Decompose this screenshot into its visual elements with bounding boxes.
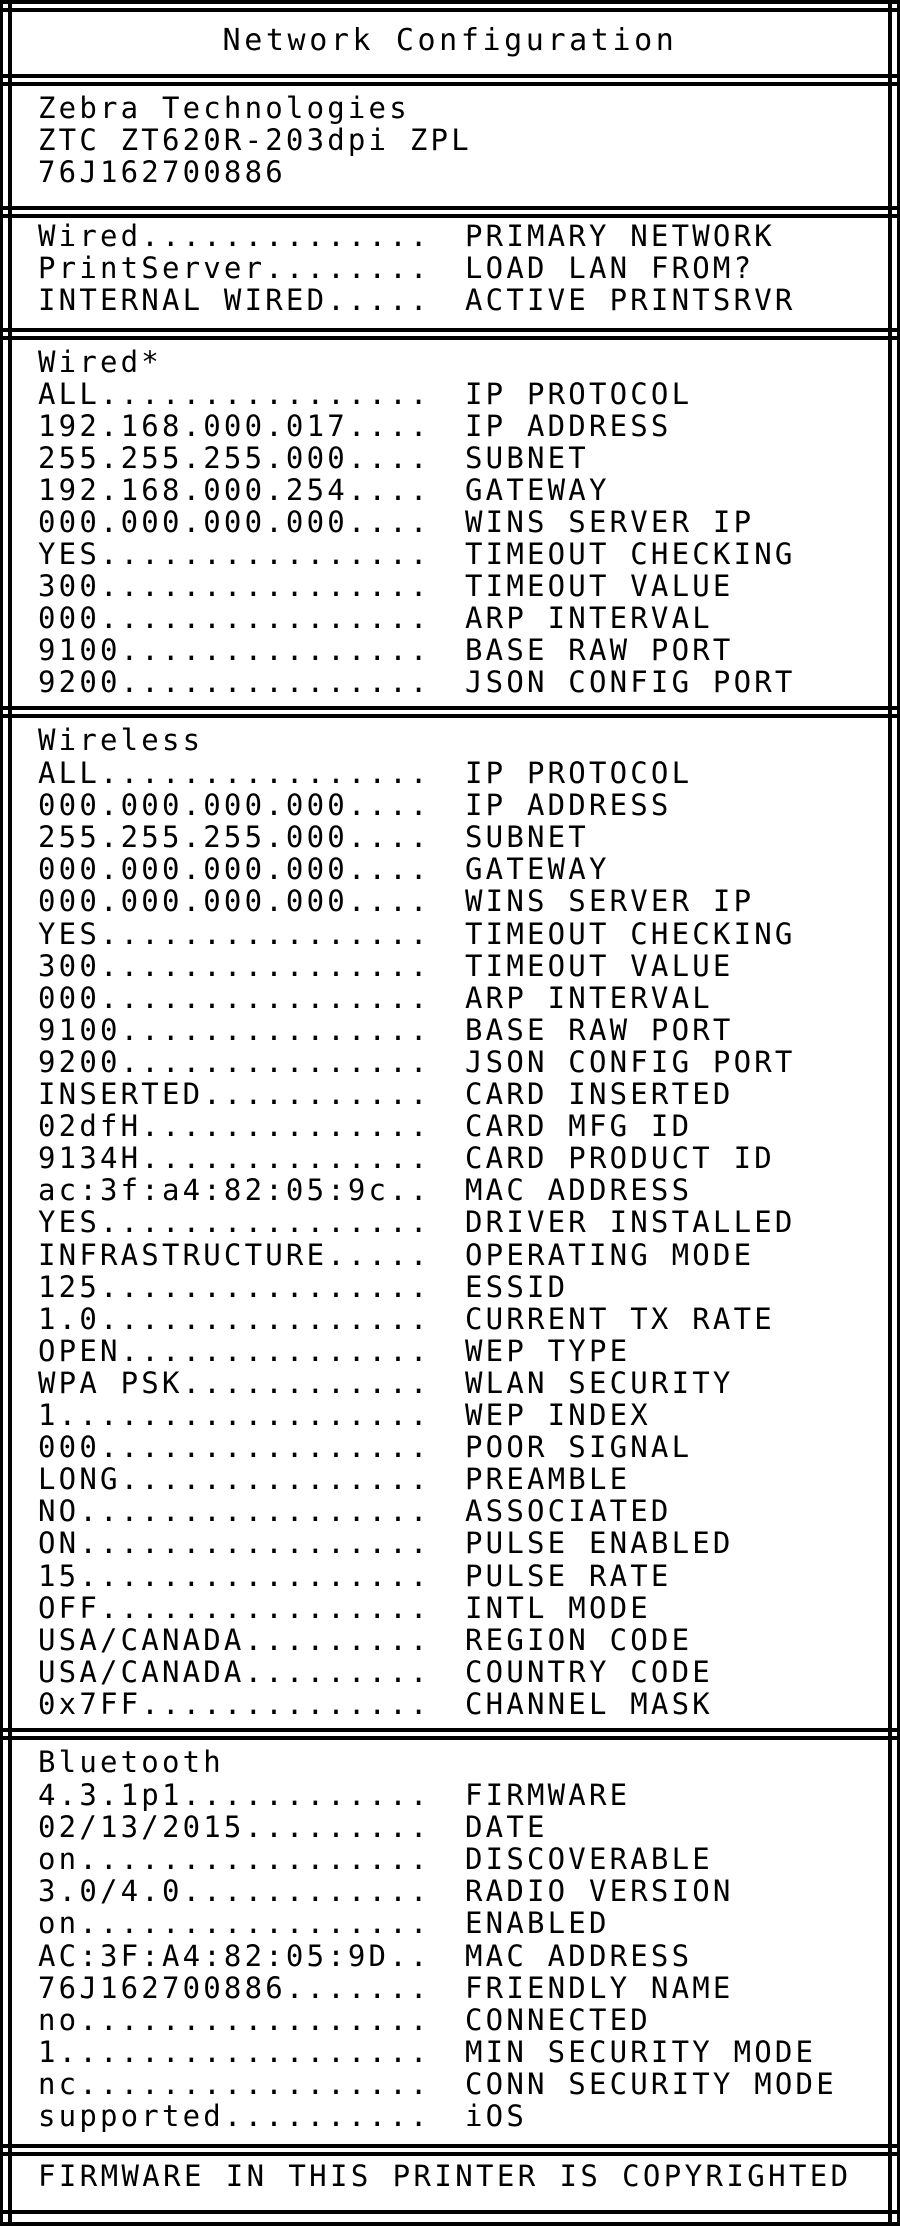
border-top	[0, 0, 900, 4]
config-key: TIMEOUT VALUE	[465, 948, 734, 983]
config-value: on.................	[38, 1842, 431, 1877]
config-value: YES................	[38, 537, 431, 571]
config-value: ALL................	[38, 377, 431, 411]
config-row	[38, 1237, 755, 1272]
config-value: 255.255.255.000....	[38, 820, 431, 855]
config-key: IP ADDRESS	[465, 788, 672, 823]
divider	[0, 1728, 900, 1732]
config-key: IP PROTOCOL	[465, 756, 693, 790]
config-row	[38, 665, 796, 699]
config-key: CONN SECURITY MODE	[465, 2066, 837, 2101]
divider	[0, 714, 900, 718]
config-row	[38, 441, 589, 475]
config-key: ACTIVE PRINTSRVR	[465, 283, 796, 317]
config-key: CONNECTED	[465, 2002, 651, 2037]
config-value: INSERTED...........	[38, 1077, 431, 1111]
config-key: DATE	[465, 1810, 548, 1845]
config-key: BASE RAW PORT	[465, 1012, 734, 1047]
config-value: OPEN...............	[38, 1333, 431, 1368]
border-bottom-inner	[0, 2210, 900, 2214]
config-row	[38, 980, 713, 1015]
config-value: WPA PSK............	[38, 1365, 431, 1400]
config-value: 3.0/4.0............	[38, 1874, 431, 1909]
config-key: FRIENDLY NAME	[465, 1970, 734, 2005]
config-key: SUBNET	[465, 441, 589, 475]
divider	[0, 206, 900, 210]
border-top-inner	[0, 8, 900, 12]
config-key: TIMEOUT VALUE	[465, 569, 734, 603]
config-value: OFF................	[38, 1590, 431, 1625]
config-key: JSON CONFIG PORT	[465, 1044, 796, 1079]
config-key: DRIVER INSTALLED	[465, 1205, 796, 1240]
config-row	[38, 1462, 631, 1497]
config-value: USA/CANADA.........	[38, 1654, 431, 1689]
config-row	[38, 1269, 569, 1304]
printer-manufacturer: Zebra Technologies	[38, 91, 410, 125]
config-value: 9100...............	[38, 633, 431, 667]
config-row	[38, 1109, 693, 1144]
config-row	[38, 2002, 651, 2037]
page-title: Network Configuration	[222, 23, 678, 58]
config-value: ac:3f:a4:82:05:9c..	[38, 1173, 431, 1208]
config-key: FIRMWARE	[465, 1778, 631, 1812]
config-key: TIMEOUT CHECKING	[465, 916, 796, 951]
config-row	[38, 219, 775, 253]
divider	[0, 1736, 900, 1740]
config-key: SUBNET	[465, 820, 589, 855]
divider	[0, 214, 900, 218]
config-value: ALL................	[38, 756, 431, 790]
config-row	[38, 1842, 713, 1877]
config-key: CURRENT TX RATE	[465, 1301, 775, 1336]
config-key: WEP INDEX	[465, 1398, 651, 1432]
config-value: 02/13/2015.........	[38, 1810, 431, 1845]
config-value: 125................	[38, 1269, 431, 1304]
config-row	[38, 569, 734, 603]
config-value: PrintServer........	[38, 251, 431, 285]
config-value: 000................	[38, 601, 431, 635]
config-key: LOAD LAN FROM?	[465, 251, 755, 285]
config-value: YES................	[38, 1205, 431, 1240]
config-row	[38, 1044, 796, 1079]
config-value: 15.................	[38, 1558, 431, 1593]
config-row	[38, 1333, 631, 1368]
config-value: 76J162700886.......	[38, 1970, 431, 2005]
divider	[0, 82, 900, 86]
config-row	[38, 756, 693, 790]
config-row	[38, 601, 713, 635]
config-row	[38, 537, 796, 571]
config-row	[38, 251, 755, 285]
divider	[0, 74, 900, 78]
config-row	[38, 820, 589, 855]
config-key: COUNTRY CODE	[465, 1654, 713, 1689]
border-bottom	[0, 2222, 900, 2226]
config-row	[38, 1077, 734, 1111]
config-key: ASSOCIATED	[465, 1494, 672, 1529]
config-row	[38, 1365, 734, 1400]
divider	[0, 2152, 900, 2156]
config-value: 300................	[38, 569, 431, 603]
config-row	[38, 2066, 837, 2101]
config-row	[38, 409, 672, 443]
config-value: 1.0................	[38, 1301, 431, 1336]
config-key: DISCOVERABLE	[465, 1842, 713, 1877]
config-value: 300................	[38, 948, 431, 983]
config-value: NO.................	[38, 1494, 431, 1529]
config-value: 0x7FF..............	[38, 1686, 431, 1721]
config-row	[38, 1654, 713, 1689]
config-row	[38, 1558, 672, 1593]
config-key: CARD MFG ID	[465, 1109, 693, 1144]
config-value: 192.168.000.017....	[38, 409, 431, 443]
printer-model: ZTC ZT620R-203dpi ZPL	[38, 123, 472, 157]
config-row	[38, 852, 610, 887]
config-value: 1..................	[38, 1398, 431, 1432]
config-row	[38, 1778, 631, 1812]
config-value: 000.000.000.000....	[38, 505, 431, 539]
config-value: no.................	[38, 2002, 431, 2037]
config-row	[38, 916, 796, 951]
config-key: OPERATING MODE	[465, 1237, 755, 1272]
config-row	[38, 1526, 734, 1561]
config-row	[38, 283, 796, 317]
config-row	[38, 1874, 734, 1909]
config-row	[38, 1398, 651, 1432]
config-key: BASE RAW PORT	[465, 633, 734, 667]
divider	[0, 2144, 900, 2148]
printer-serial: 76J162700886	[38, 155, 286, 189]
config-value: 1..................	[38, 2034, 431, 2069]
config-value: USA/CANADA.........	[38, 1622, 431, 1657]
bluetooth-heading: Bluetooth	[38, 1745, 224, 1779]
config-row	[38, 377, 693, 411]
config-row	[38, 505, 755, 539]
config-key: GATEWAY	[465, 852, 610, 887]
config-value: 9134H..............	[38, 1141, 431, 1176]
config-value: 000................	[38, 980, 431, 1015]
config-key: ARP INTERVAL	[465, 980, 713, 1015]
config-value: on.................	[38, 1906, 431, 1941]
inner-border-left	[8, 0, 12, 2226]
config-row	[38, 2099, 527, 2133]
config-key: IP PROTOCOL	[465, 377, 693, 411]
config-value: 9100...............	[38, 1012, 431, 1047]
config-row	[38, 948, 734, 983]
config-row	[38, 1012, 734, 1047]
config-value: supported..........	[38, 2099, 431, 2133]
config-value: 02dfH..............	[38, 1109, 431, 1144]
config-row	[38, 633, 734, 667]
config-key: WLAN SECURITY	[465, 1365, 734, 1400]
config-row	[38, 788, 672, 823]
config-row	[38, 1301, 775, 1336]
config-key: PREAMBLE	[465, 1462, 631, 1497]
wireless-heading: Wireless	[38, 723, 204, 757]
config-key: PULSE RATE	[465, 1558, 672, 1593]
config-key: PULSE ENABLED	[465, 1526, 734, 1561]
config-key: TIMEOUT CHECKING	[465, 537, 796, 571]
config-key: MAC ADDRESS	[465, 1938, 693, 1973]
config-value: 000.000.000.000....	[38, 788, 431, 823]
config-key: ARP INTERVAL	[465, 601, 713, 635]
config-value: Wired..............	[38, 219, 431, 253]
divider	[0, 336, 900, 340]
inner-border-right	[888, 0, 892, 2226]
config-value: LONG...............	[38, 1462, 431, 1497]
divider	[0, 706, 900, 710]
config-key: WINS SERVER IP	[465, 505, 755, 539]
config-value: 9200...............	[38, 665, 431, 699]
config-value: 000................	[38, 1430, 431, 1465]
config-row	[38, 1906, 610, 1941]
config-row	[38, 1494, 672, 1529]
config-key: CHANNEL MASK	[465, 1686, 713, 1721]
config-key: iOS	[465, 2099, 527, 2133]
config-value: 000.000.000.000....	[38, 852, 431, 887]
config-value: INTERNAL WIRED.....	[38, 283, 431, 317]
config-row	[38, 1970, 734, 2005]
config-value: 000.000.000.000....	[38, 884, 431, 919]
copyright-footer: FIRMWARE IN THIS PRINTER IS COPYRIGHTED	[38, 2159, 852, 2193]
config-value: AC:3F:A4:82:05:9D..	[38, 1938, 431, 1973]
config-key: JSON CONFIG PORT	[465, 665, 796, 699]
config-key: CARD INSERTED	[465, 1077, 734, 1111]
config-key: GATEWAY	[465, 473, 610, 507]
config-key: WINS SERVER IP	[465, 884, 755, 919]
config-value: nc.................	[38, 2066, 431, 2101]
config-key: ENABLED	[465, 1906, 610, 1941]
config-value: 255.255.255.000....	[38, 441, 431, 475]
config-key: CARD PRODUCT ID	[465, 1141, 775, 1176]
config-key: MAC ADDRESS	[465, 1173, 693, 1208]
config-key: POOR SIGNAL	[465, 1430, 693, 1465]
wired-heading: Wired*	[38, 345, 162, 379]
config-row	[38, 1430, 693, 1465]
config-key: MIN SECURITY MODE	[465, 2034, 817, 2069]
config-row	[38, 1686, 713, 1721]
config-row	[38, 2034, 817, 2069]
config-value: INFRASTRUCTURE.....	[38, 1237, 431, 1272]
config-value: 192.168.000.254....	[38, 473, 431, 507]
outer-border-left	[0, 0, 3, 2226]
config-key: WEP TYPE	[465, 1333, 631, 1368]
config-key: RADIO VERSION	[465, 1874, 734, 1909]
config-value: ON.................	[38, 1526, 431, 1561]
config-row	[38, 1141, 775, 1176]
config-row	[38, 1590, 651, 1625]
config-key: PRIMARY NETWORK	[465, 219, 775, 253]
config-key: REGION CODE	[465, 1622, 693, 1657]
config-row	[38, 1173, 693, 1208]
config-value: 9200...............	[38, 1044, 431, 1079]
config-value: YES................	[38, 916, 431, 951]
config-key: IP ADDRESS	[465, 409, 672, 443]
config-row	[38, 1938, 693, 1973]
config-row	[38, 1622, 693, 1657]
config-key: INTL MODE	[465, 1590, 651, 1625]
divider	[0, 328, 900, 332]
config-value: 4.3.1p1............	[38, 1778, 431, 1812]
config-key: ESSID	[465, 1269, 569, 1304]
config-row	[38, 473, 610, 507]
config-row	[38, 1810, 548, 1845]
config-row	[38, 1205, 796, 1240]
config-row	[38, 884, 755, 919]
